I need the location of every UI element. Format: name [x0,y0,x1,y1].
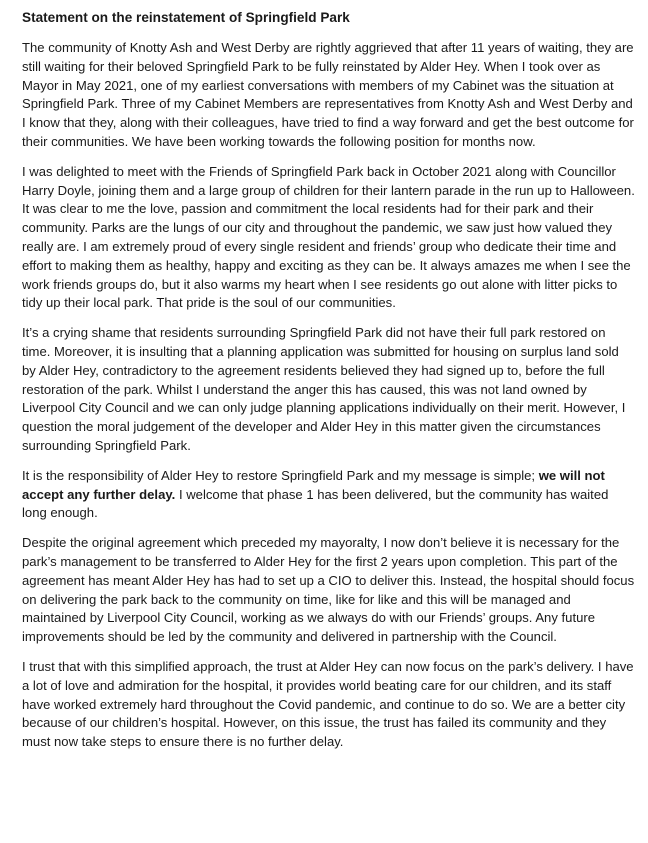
document-title: Statement on the reinstatement of Springfield Park [22,10,350,25]
paragraph-3: It’s a crying shame that residents surrounding Springfield Park did not have their full park restored on time. Moreover, it is insulting that a planning application was submitted for housing on surplus land sold by Alder Hey, contradictory to the agreement residents believed they had signed up to, before the full restoration of the park. Whilst I understand the anger this has caused, this was not land owned by Liverpool City Council and we can only judge planning applications individually on their merit. However, I question the moral judgement of the developer and Alder Hey in this matter given the circumstances surrounding Springfield Park. [22,325,626,453]
paragraph-6: I trust that with this simplified approach, the trust at Alder Hey can now focus on the park’s delivery. I have a lot of love and admiration for the hospital, it provides world beating care for our children, and its staff have worked extremely hard throughout the Covid pandemic, and continue to do so. We are a better city because of our children’s hospital. However, on this issue, the trust has failed its community and they must now take steps to ensure there is no further delay. [22,658,634,750]
paragraph-5: Despite the original agreement which preceded my mayoralty, I now don’t believe it is necessary for the park’s management to be transferred to Alder Hey for the first 2 years upon completion. This part of the agreement has meant Alder Hey has had to set up a CIO to deliver this. Instead, the hospital should focus on delivering the park back to the community on time, like for like and this will be managed and maintained by Liverpool City Council, working as we always do with our Friends’ groups. Any future improvements should be led by the community and delivered in partnership with the Council. [22,535,635,645]
paragraph-4-text-start: It is the responsibility of Alder Hey to restore Springfield Park and my message is simple; [22,467,539,483]
paragraph-4 [22,467,636,523]
paragraph-2: I was delighted to meet with the Friends of Springfield Park back in October 2021 along with Councillor Harry Doyle, joining them and a large group of children for their lantern parade in the run up to Halloween. It was clear to me the love, passion and commitment the local residents had for their park and their community. Parks are the lungs of our city and throughout the pandemic, we saw just how valued they really are. I am extremely proud of every single resident and friends’ group who dedicate their time and effort to making them as healthy, happy and exciting as they can be. It always amazes me when I see the work friends groups do, but it also warms my heart when I see residents go out alone with litter picks to tidy up their local park. That pride is the soul of our communities. [22,163,635,311]
paragraph-4-text-end: I welcome that phase 1 has been delivered, but the community has waited long enough. [22,486,609,521]
paragraph-1: The community of Knotty Ash and West Derby are rightly aggrieved that after 11 years of waiting, they are still waiting for their beloved Springfield Park to be fully reinstated by Alder Hey. When I took over as Mayor in May 2021, one of my earliest conversations with members of my Cabinet was the situation at Springfield Park. Three of my Cabinet Members are representatives from Knotty Ash and West Derby and I know that they, along with their colleagues, have tried to find a way forward and get the best outcome for their communities. We have been working towards the following position for months now. [22,40,634,149]
paragraph-4-bold-emphasis: we will not accept any further delay. [22,467,605,502]
